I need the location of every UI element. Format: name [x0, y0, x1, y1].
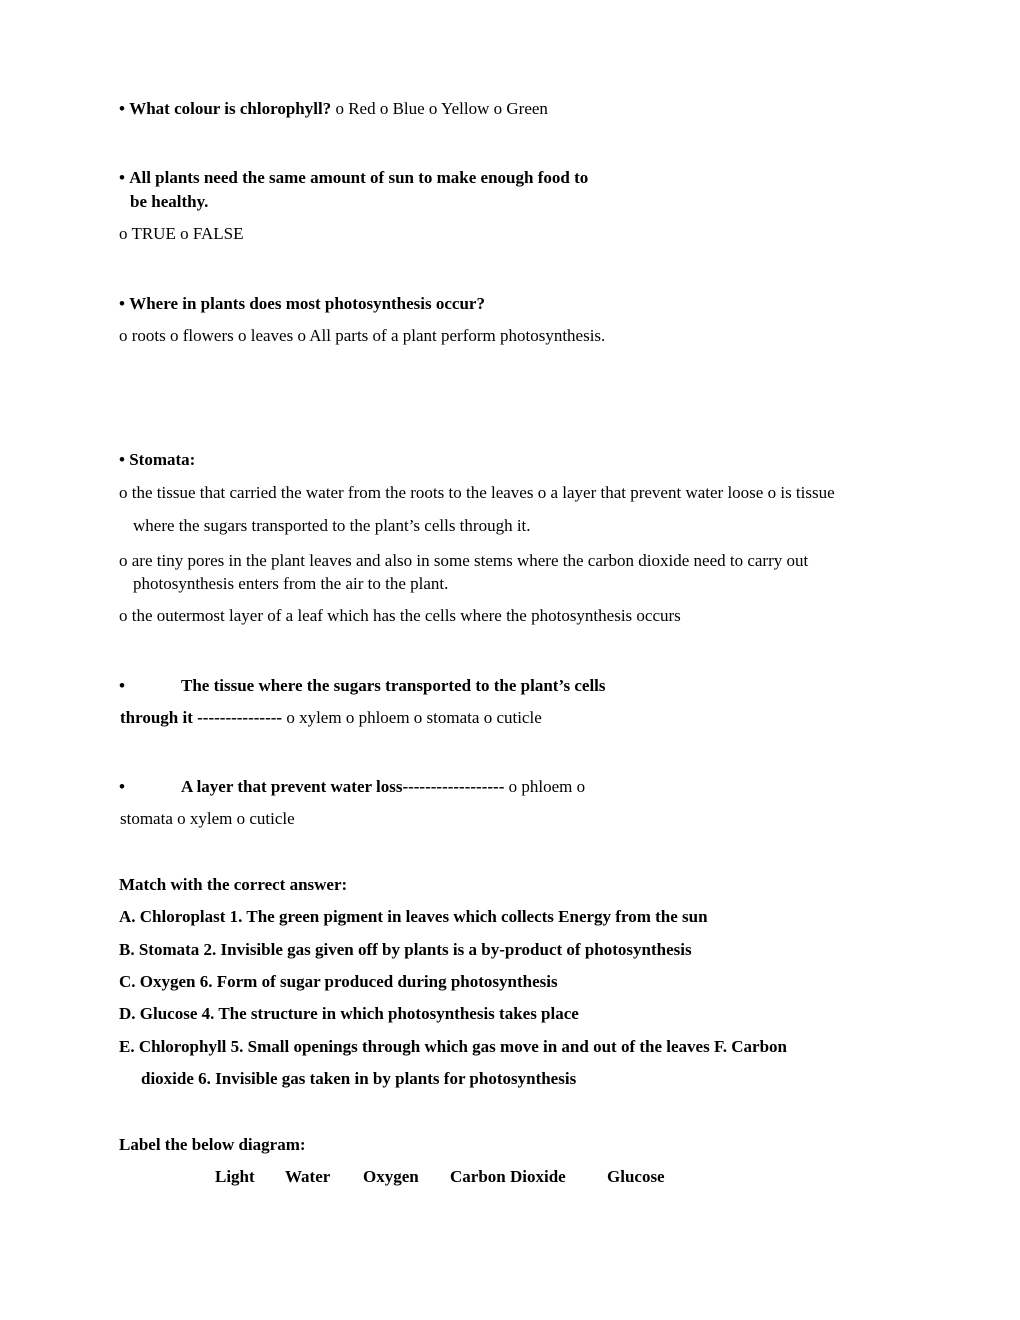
- match-line-d: D. Glucose 4. The structure in which photosynthesis takes place: [119, 1004, 579, 1023]
- q4-bullet: •: [119, 450, 125, 469]
- match-line-c: C. Oxygen 6. Form of sugar produced during photosynthesis: [119, 972, 558, 991]
- q4-option3: o the outermost layer of a leaf which has the cells where the photosynthesis occurs: [119, 606, 681, 625]
- q4-option2-line1: o are tiny pores in the plant leaves and also in some stems where the carbon dioxide need to carry out: [119, 551, 809, 570]
- q5-question-text2: through it ---------------: [120, 708, 283, 727]
- q4-option2-line2: photosynthesis enters from the air to the plant.: [133, 574, 449, 593]
- match-line-b: B. Stomata 2. Invisible gas given off by plants is a by-product of photosynthesis: [119, 940, 692, 959]
- q2-question-text2: be healthy.: [130, 192, 209, 211]
- q5-question-text1: The tissue where the sugars transported to the plant’s cells: [181, 676, 606, 695]
- q1-bullet: •: [119, 99, 125, 118]
- q1-question: What colour is chlorophyll?: [129, 99, 332, 118]
- q3-bullet: •: [119, 294, 125, 313]
- diagram-label-glucose: Glucose: [607, 1167, 665, 1186]
- diagram-label-carbon-dioxide: Carbon Dioxide: [450, 1167, 566, 1186]
- match-line-a: A. Chloroplast 1. The green pigment in leaves which collects Energy from the sun: [119, 907, 708, 926]
- q6-options-line2: stomata o xylem o cuticle: [120, 809, 295, 828]
- q1-options: o Red o Blue o Yellow o Green: [335, 99, 548, 118]
- q6-question-line: [181, 777, 585, 797]
- q6-bullet: •: [119, 777, 125, 796]
- q5-question-line2: [120, 708, 542, 728]
- q2-bullet: •: [119, 168, 125, 187]
- diagram-label-oxygen: Oxygen: [363, 1167, 419, 1186]
- q4-option1-line2: where the sugars transported to the plant’s cells through it.: [133, 516, 531, 535]
- q6-options-line1: o phloem o: [504, 777, 586, 796]
- q5-bullet: •: [119, 676, 125, 695]
- diagram-label-light: Light: [215, 1167, 255, 1186]
- diagram-heading: Label the below diagram:: [119, 1135, 306, 1154]
- match-heading: Match with the correct answer:: [119, 875, 348, 894]
- q5-options: o xylem o phloem o stomata o cuticle: [282, 708, 542, 727]
- q3-options: o roots o flowers o leaves o All parts of a plant perform photosynthesis.: [119, 326, 606, 345]
- diagram-label-water: Water: [285, 1167, 331, 1186]
- match-line-f: dioxide 6. Invisible gas taken in by plants for photosynthesis: [141, 1069, 577, 1088]
- q2-question-text1: All plants need the same amount of sun to make enough food to: [129, 168, 589, 187]
- q4-question: Stomata:: [129, 450, 196, 469]
- q4-option1-line1: o the tissue that carried the water from the roots to the leaves o a layer that prevent water loose o is tissue: [119, 483, 835, 502]
- q3-question: Where in plants does most photosynthesis occur?: [129, 294, 485, 313]
- q2-question-line2: [130, 192, 208, 212]
- q4-question-line: [119, 450, 195, 470]
- q2-options: o TRUE o FALSE: [119, 224, 244, 243]
- match-line-e: E. Chlorophyll 5. Small openings through which gas move in and out of the leaves F. Carbon: [119, 1037, 787, 1056]
- q3-question-line: [119, 294, 485, 314]
- q6-question: A layer that prevent water loss------------------: [181, 777, 505, 796]
- q1-line: [119, 99, 548, 119]
- q5-question-line1: [181, 676, 606, 696]
- q2-question-line1: [119, 168, 588, 188]
